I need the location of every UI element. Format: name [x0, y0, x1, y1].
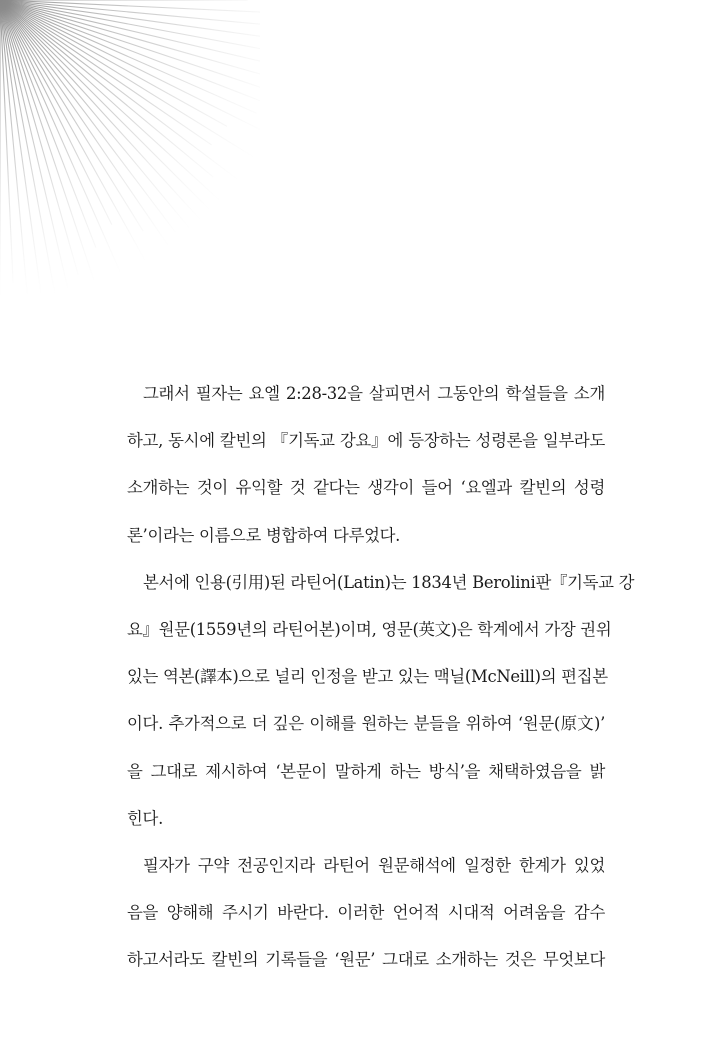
sunburst-ray — [0, 0, 199, 240]
sunburst-ray — [0, 0, 160, 287]
sunburst-ray — [0, 0, 96, 247]
text-line: 이다. 추가적으로 더 깊은 이해를 원하는 분들을 위하여 ‘원문(原文)’ — [127, 714, 605, 734]
text-line: 힌다. — [127, 808, 163, 828]
text-line: 요』원문(1559년의 라틴어본)이며, 영문(英文)은 학계에서 가장 권위 — [127, 619, 612, 639]
text-line: 음을 양해해 주시기 바란다. 이러한 언어적 시대적 어려움을 감수 — [127, 903, 605, 923]
paragraph-3 — [127, 842, 605, 984]
body-text — [127, 370, 635, 983]
text-line: 본서에 인용(引用)된 라틴어(Latin)는 1834년 Berolini판『기독교 강 — [143, 572, 635, 592]
sunburst-ray — [0, 0, 260, 45]
text-line: 하고, 동시에 칼빈의 『기독교 강요』에 등장하는 성령론을 일부라도 — [127, 431, 605, 451]
paragraph-1 — [127, 370, 605, 559]
sunburst-ray — [0, 0, 207, 227]
text-line: 있는 역본(譯本)으로 널리 인정을 받고 있는 맥닐(McNeill)의 편집본 — [127, 667, 608, 687]
sunburst-ray — [0, 0, 237, 216]
sunburst-ray — [0, 0, 260, 25]
text-line: 필자가 구약 전공인지라 라틴어 원문해석에 일정한 한계가 있었 — [143, 855, 605, 875]
sunburst-ray — [0, 0, 29, 315]
text-line: 그래서 필자는 요엘 2:28-32을 살피면서 그동안의 학설들을 소개 — [143, 384, 605, 403]
text-line: 소개하는 것이 유익할 것 같다는 생각이 들어 ‘요엘과 칼빈의 성령 — [127, 478, 605, 498]
paragraph-2 — [127, 559, 635, 842]
sunburst-ray — [0, 0, 213, 177]
sunburst-ray — [0, 0, 227, 126]
text-line: 을 그대로 제시하여 ‘본문이 말하게 하는 방식’을 채택하였음을 밝 — [127, 761, 605, 781]
sunburst-ray — [0, 0, 112, 225]
text-line: 하고서라도 칼빈의 기록들을 ‘원문’ 그대로 소개하는 것은 무엇보다 — [127, 950, 605, 970]
sunburst-ray — [0, 0, 103, 308]
text-line: 론’이라는 이름으로 병합하여 다루었다. — [127, 525, 401, 545]
decorative-sunburst — [0, 0, 260, 320]
sunburst-ray — [0, 0, 13, 283]
sunburst-ray — [0, 0, 209, 209]
